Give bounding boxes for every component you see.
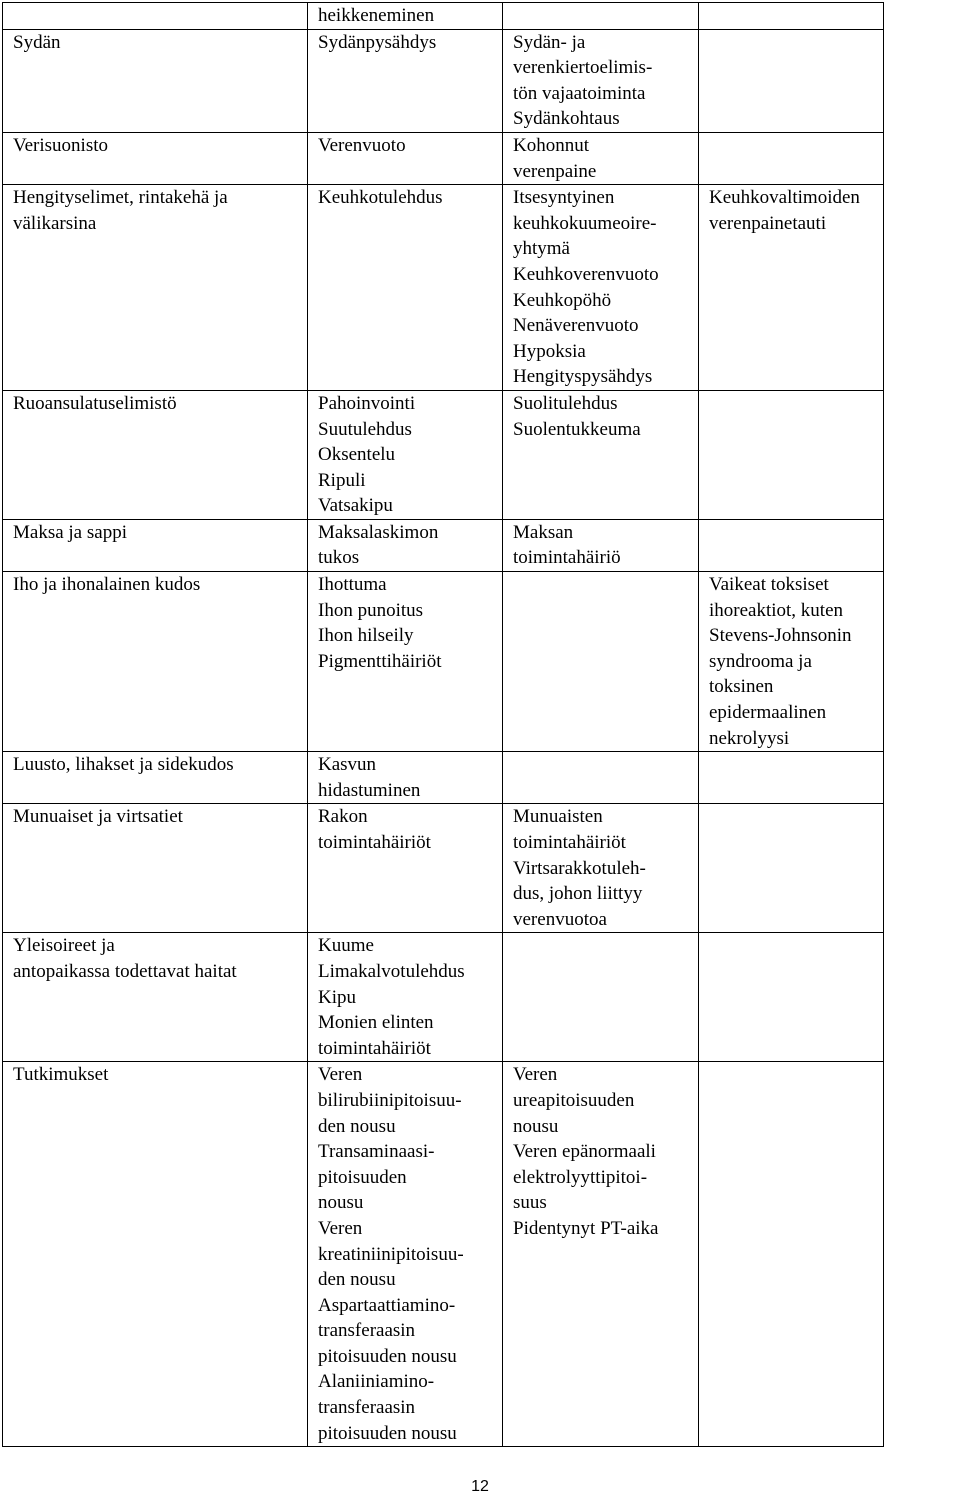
- table-body: [3, 3, 884, 1447]
- organ-class-cell: [3, 3, 308, 30]
- uncommon-effects-cell: [503, 752, 699, 804]
- cell-text-line: hidastuminen: [318, 779, 421, 801]
- cell-text-line: Luusto, lihakset ja sidekudos: [13, 754, 234, 776]
- organ-class-cell: [3, 933, 308, 1062]
- common-effects-cell: [308, 390, 503, 519]
- cell-text-line: Alaniiniamino-: [318, 1371, 435, 1393]
- cell-text-line: Tutkimukset: [13, 1064, 109, 1086]
- cell-text-line: Suutulehdus: [318, 418, 412, 440]
- common-effects-cell: [308, 3, 503, 30]
- cell-text-line: ihoreaktiot, kuten: [709, 599, 844, 621]
- cell-text-line: Ihon punoitus: [318, 599, 424, 621]
- cell-text-line: Virtsarakkotuleh-: [513, 857, 646, 879]
- cell-text-line: Hypoksia: [513, 340, 586, 362]
- adverse-reactions-table: [2, 2, 884, 1447]
- cell-text-line: Maksa ja sappi: [13, 521, 127, 543]
- uncommon-effects-cell: [503, 519, 699, 571]
- organ-class-cell: [3, 572, 308, 752]
- uncommon-effects-cell: [503, 29, 699, 132]
- cell-text-line: Iho ja ihonalainen kudos: [13, 574, 201, 596]
- cell-text-line: Munuaiset ja virtsatiet: [13, 806, 183, 828]
- table-row: [3, 390, 884, 519]
- cell-text-line: Keuhkoverenvuoto: [513, 263, 659, 285]
- uncommon-effects-cell: [503, 933, 699, 1062]
- cell-text-line: transferaasin: [318, 1320, 416, 1342]
- cell-text-line: den nousu: [318, 1115, 396, 1137]
- cell-text-line: Stevens-Johnsonin: [709, 625, 852, 647]
- cell-text-line: transferaasin: [318, 1397, 416, 1419]
- cell-text-line: suus: [513, 1192, 547, 1214]
- cell-text-line: Sydänpysähdys: [318, 31, 437, 53]
- cell-text-line: verenkiertoelimis-: [513, 57, 653, 79]
- cell-text-line: Limakalvotulehdus: [318, 960, 465, 982]
- cell-text-line: toimintahäiriöt: [513, 832, 626, 853]
- rare-effects-cell: [699, 572, 884, 752]
- table-row: [3, 29, 884, 132]
- cell-text-line: Rakon: [318, 806, 368, 828]
- uncommon-effects-cell: [503, 804, 699, 933]
- cell-text-line: ureapitoisuuden: [513, 1089, 635, 1111]
- rare-effects-cell: [699, 519, 884, 571]
- cell-text-line: Maksalaskimon: [318, 521, 439, 543]
- cell-text-line: Ripuli: [318, 469, 366, 491]
- cell-text-line: Ihon hilseily: [318, 625, 414, 647]
- cell-text-line: keuhkokuumeoire-: [513, 212, 657, 234]
- common-effects-cell: [308, 132, 503, 184]
- cell-text-line: Sydänkohtaus: [513, 108, 620, 130]
- cell-text-line: Maksan: [513, 521, 574, 543]
- cell-text-line: Monien elinten: [318, 1012, 434, 1034]
- table-row: [3, 519, 884, 571]
- table-row: [3, 1062, 884, 1447]
- common-effects-cell: [308, 933, 503, 1062]
- cell-text-line: antopaikassa todettavat haitat: [13, 960, 237, 982]
- cell-text-line: Sydän: [13, 31, 61, 53]
- cell-text-line: pitoisuuden nousu: [318, 1345, 457, 1367]
- organ-class-cell: [3, 185, 308, 391]
- table-row: [3, 3, 884, 30]
- cell-text-line: bilirubiinipitoisuu-: [318, 1089, 462, 1111]
- cell-text-line: kreatiniinipitoisuu-: [318, 1243, 464, 1265]
- cell-text-line: Pahoinvointi: [318, 392, 416, 414]
- cell-text-line: Pigmenttihäiriöt: [318, 650, 442, 672]
- organ-class-cell: [3, 752, 308, 804]
- cell-text-line: pitoisuuden nousu: [318, 1422, 457, 1444]
- cell-text-line: Itsesyntyinen: [513, 187, 615, 209]
- cell-text-line: Kasvun: [318, 754, 377, 776]
- common-effects-cell: [308, 1062, 503, 1447]
- cell-text-line: toksinen: [709, 676, 774, 698]
- table-row: [3, 804, 884, 933]
- common-effects-cell: [308, 804, 503, 933]
- cell-text-line: epidermaalinen: [709, 702, 827, 724]
- cell-text-line: tön vajaatoiminta: [513, 82, 646, 104]
- cell-text-line: nousu: [513, 1115, 559, 1137]
- cell-text-line: Verisuonisto: [13, 134, 108, 156]
- uncommon-effects-cell: [503, 572, 699, 752]
- rare-effects-cell: [699, 933, 884, 1062]
- cell-text-line: Kuume: [318, 935, 374, 957]
- cell-text-line: Veren: [318, 1217, 363, 1239]
- organ-class-cell: [3, 390, 308, 519]
- uncommon-effects-cell: [503, 390, 699, 519]
- rare-effects-cell: [699, 804, 884, 933]
- cell-text-line: pitoisuuden: [318, 1166, 407, 1188]
- rare-effects-cell: [699, 1062, 884, 1447]
- table-row: [3, 132, 884, 184]
- cell-text-line: Suolentukkeuma: [513, 418, 641, 440]
- cell-text-line: yhtymä: [513, 238, 570, 260]
- cell-text-line: verenpainetauti: [709, 212, 827, 234]
- common-effects-cell: [308, 29, 503, 132]
- organ-class-cell: [3, 519, 308, 571]
- rare-effects-cell: [699, 185, 884, 391]
- organ-class-cell: [3, 1062, 308, 1447]
- organ-class-cell: [3, 132, 308, 184]
- cell-text-line: heikkeneminen: [318, 5, 435, 26]
- cell-text-line: Ihottuma: [318, 574, 387, 596]
- uncommon-effects-cell: [503, 185, 699, 391]
- common-effects-cell: [308, 185, 503, 391]
- cell-text-line: toimintahäiriö: [513, 547, 621, 569]
- rare-effects-cell: [699, 752, 884, 804]
- cell-text-line: Keuhkopöhö: [513, 289, 612, 311]
- cell-text-line: Veren: [513, 1064, 558, 1086]
- cell-text-line: toimintahäiriöt: [318, 832, 431, 853]
- table-row: [3, 933, 884, 1062]
- cell-text-line: Suolitulehdus: [513, 392, 618, 414]
- cell-text-line: dus, johon liittyy: [513, 883, 643, 905]
- cell-text-line: välikarsina: [13, 212, 97, 234]
- common-effects-cell: [308, 752, 503, 804]
- cell-text-line: verenpaine: [513, 160, 597, 182]
- cell-text-line: toimintahäiriöt: [318, 1037, 431, 1059]
- cell-text-line: den nousu: [318, 1269, 396, 1291]
- cell-text-line: Veren: [318, 1064, 363, 1086]
- cell-text-line: Sydän- ja: [513, 31, 586, 53]
- cell-text-line: nousu: [318, 1192, 364, 1214]
- table-row: [3, 185, 884, 391]
- cell-text-line: Verenvuoto: [318, 134, 406, 156]
- common-effects-cell: [308, 519, 503, 571]
- cell-text-line: Hengityspysähdys: [513, 366, 653, 388]
- cell-text-line: Yleisoireet ja: [13, 935, 115, 957]
- cell-text-line: Oksentelu: [318, 444, 396, 466]
- rare-effects-cell: [699, 390, 884, 519]
- page-number: 12: [471, 1478, 489, 1495]
- cell-text-line: Vaikeat toksiset: [709, 574, 829, 596]
- cell-text-line: Kipu: [318, 986, 356, 1008]
- cell-text-line: nekrolyysi: [709, 727, 790, 749]
- cell-text-line: syndrooma ja: [709, 650, 812, 672]
- cell-text-line: Ruoansulatuselimistö: [13, 392, 177, 414]
- cell-text-line: Hengityselimet, rintakehä ja: [13, 187, 228, 209]
- cell-text-line: verenvuotoa: [513, 908, 607, 930]
- cell-text-line: Transaminaasi-: [318, 1141, 435, 1163]
- uncommon-effects-cell: [503, 132, 699, 184]
- cell-text-line: Nenäverenvuoto: [513, 315, 639, 337]
- rare-effects-cell: [699, 3, 884, 30]
- rare-effects-cell: [699, 29, 884, 132]
- common-effects-cell: [308, 572, 503, 752]
- cell-text-line: Keuhkotulehdus: [318, 187, 443, 209]
- cell-text-line: Veren epänormaali: [513, 1141, 656, 1163]
- rare-effects-cell: [699, 132, 884, 184]
- uncommon-effects-cell: [503, 1062, 699, 1447]
- cell-text-line: elektrolyyttipitoi-: [513, 1166, 648, 1188]
- cell-text-line: tukos: [318, 547, 360, 569]
- cell-text-line: Vatsakipu: [318, 495, 393, 517]
- table-row: [3, 572, 884, 752]
- cell-text-line: Aspartaattiamino-: [318, 1294, 456, 1316]
- organ-class-cell: [3, 804, 308, 933]
- uncommon-effects-cell: [503, 3, 699, 30]
- cell-text-line: Kohonnut: [513, 134, 589, 156]
- cell-text-line: Pidentynyt PT-aika: [513, 1217, 659, 1239]
- cell-text-line: Munuaisten: [513, 806, 603, 828]
- cell-text-line: Keuhkovaltimoiden: [709, 187, 860, 209]
- table-row: [3, 752, 884, 804]
- organ-class-cell: [3, 29, 308, 132]
